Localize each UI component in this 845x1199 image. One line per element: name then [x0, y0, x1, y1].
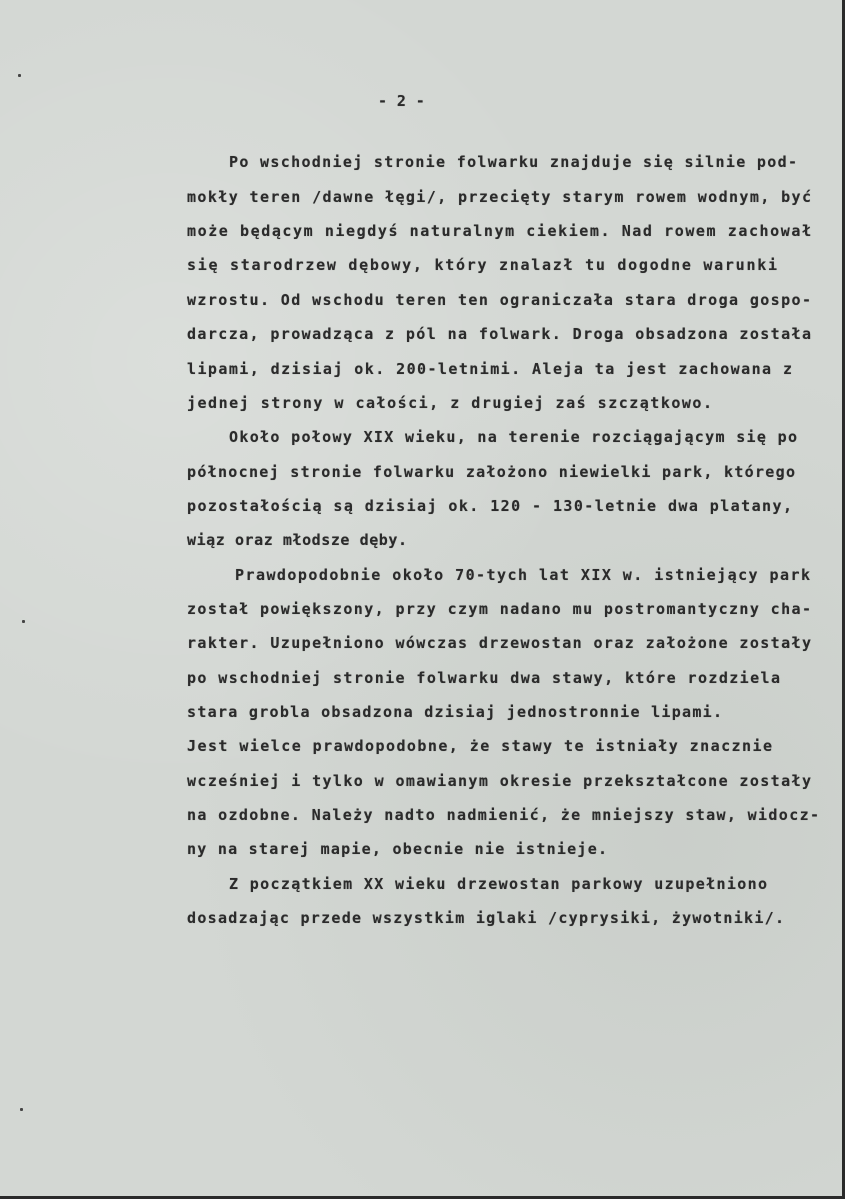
body-line: darcza, prowadząca z pól na folwark. Droga obsadzona została	[187, 325, 813, 343]
body-line: pozostałością są dzisiaj ok. 120 - 130-letnie dwa platany,	[187, 497, 794, 515]
body-line: Z początkiem XX wieku drzewostan parkowy uzupełniono	[229, 875, 769, 893]
scan-mark-top	[18, 74, 21, 77]
scan-mark-bottom	[20, 1108, 23, 1111]
scan-mark-middle	[22, 620, 25, 623]
body-line: Około połowy XIX wieku, na terenie rozciągającym się po	[229, 428, 799, 446]
body-line: stara grobla obsadzona dzisiaj jednostronnie lipami.	[187, 703, 724, 721]
body-line: dosadzając przede wszystkim iglaki /cyprysiki, żywotniki/.	[187, 909, 786, 927]
body-line: Jest wielce prawdopodobne, że stawy te istniały znacznie	[187, 737, 774, 755]
body-line: po wschodniej stronie folwarku dwa stawy, które rozdziela	[187, 669, 782, 687]
body-line: wzrostu. Od wschodu teren ten ograniczała stara droga gospo-	[187, 291, 813, 309]
body-line: jednej strony w całości, z drugiej zaś szczątkowo.	[187, 394, 714, 412]
body-line: mokły teren /dawne łęgi/, przecięty starym rowem wodnym, być	[187, 188, 813, 206]
body-line: może będącym niegdyś naturalnym ciekiem. Nad rowem zachował	[187, 222, 813, 240]
body-line: rakter. Uzupełniono wówczas drzewostan oraz założone zostały	[187, 634, 813, 652]
page-number: - 2 -	[378, 92, 426, 110]
body-line: na ozdobne. Należy nadto nadmienić, że mniejszy staw, widocz-	[187, 806, 821, 824]
body-line: wcześniej i tylko w omawianym okresie przekształcone zostały	[187, 772, 813, 790]
body-line: Prawdopodobnie około 70-tych lat XIX w. istniejący park	[235, 566, 812, 584]
body-line: został powiększony, przy czym nadano mu postromantyczny cha-	[187, 600, 813, 618]
body-line: lipami, dzisiaj ok. 200-letnimi. Aleja ta jest zachowana z	[187, 360, 794, 378]
body-line: się starodrzew dębowy, który znalazł tu dogodne warunki	[187, 256, 779, 274]
body-line: ny na starej mapie, obecnie nie istnieje.	[187, 840, 609, 858]
body-line: północnej stronie folwarku założono niewielki park, którego	[187, 463, 797, 481]
body-line: wiąz oraz młodsze dęby.	[187, 531, 408, 549]
body-line: Po wschodniej stronie folwarku znajduje się silnie pod-	[229, 153, 799, 171]
